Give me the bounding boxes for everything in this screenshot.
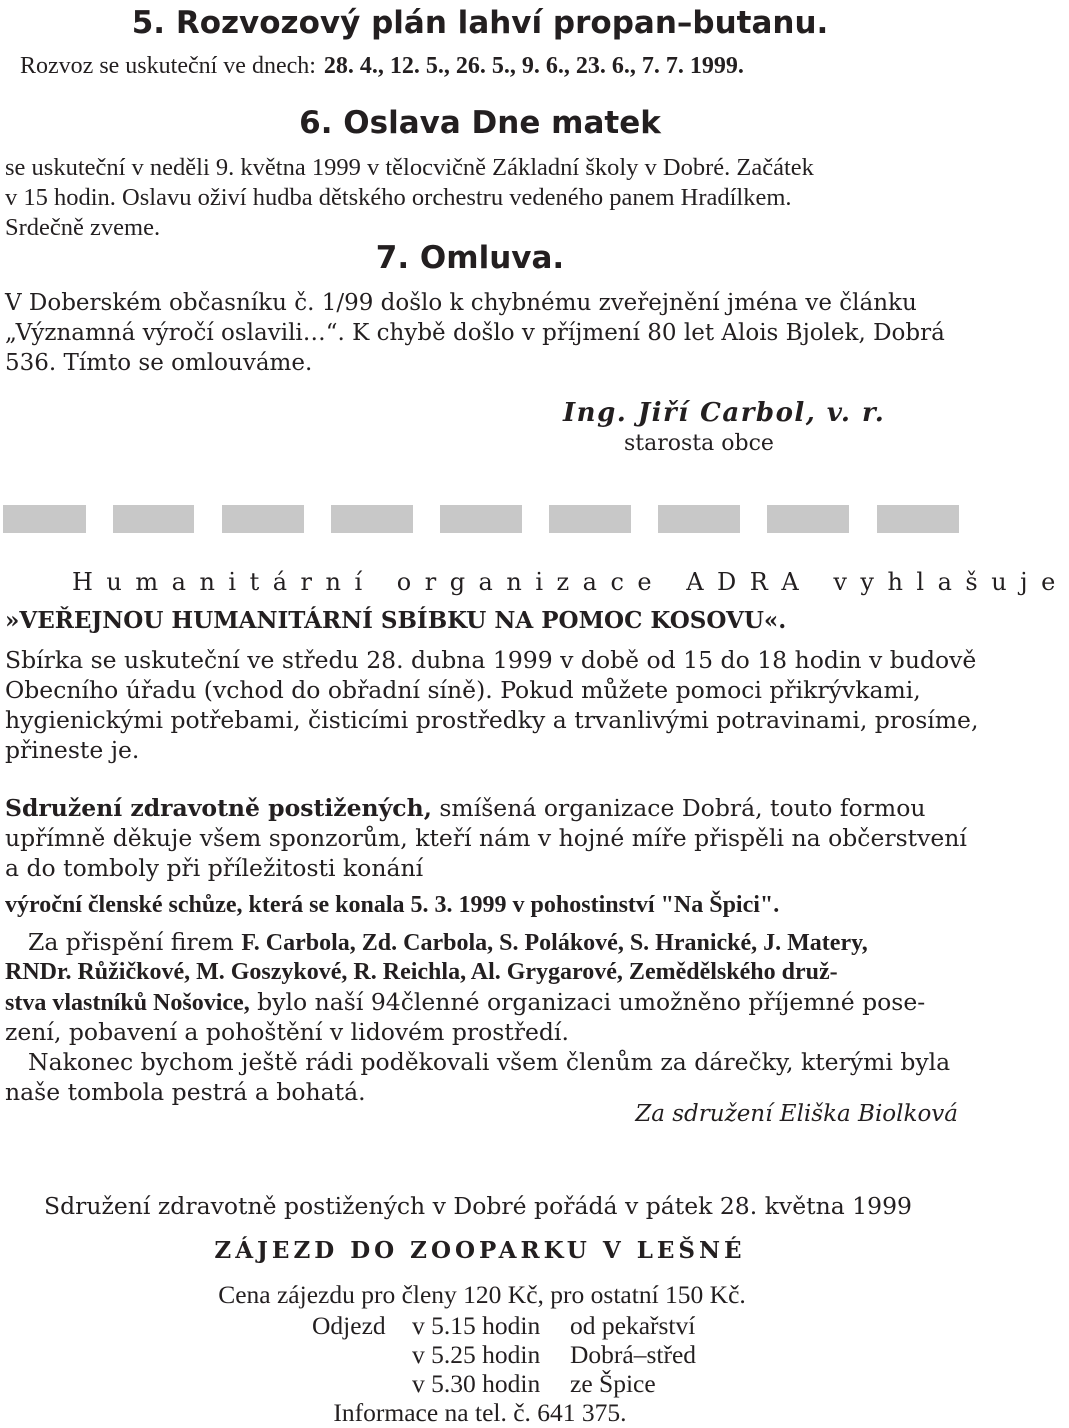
szp-sponsors-3: stva vlastníků Nošovice, <box>5 990 250 1016</box>
delivery-intro: Rozvoz se uskuteční ve dnech: <box>20 53 316 79</box>
section6-line: v 15 hodin. Oslavu oživí hudba dětského orchestru vedeného panem Hradílkem. <box>5 184 792 211</box>
szp-thanks-4: zení, pobavení a pohoštění v lidovém prostředí. <box>5 1018 569 1046</box>
trip-info: Informace na tel. č. 641 375. <box>333 1398 627 1427</box>
delivery-dates <box>20 50 744 82</box>
divider-segment <box>877 505 959 533</box>
divider-segment <box>3 505 86 533</box>
adra-line: Sbírka se uskuteční ve středu 28. dubna 1999 v době od 15 do 18 hodin v budově <box>5 646 977 674</box>
trip-intro: Sdružení zdravotně postižených v Dobré pořádá v pátek 28. května 1999 <box>44 1192 912 1220</box>
szp-meeting: výroční členské schůze, která se konala 5. 3. 1999 v pohostinství "Na Špici". <box>5 892 780 918</box>
section7-line: V Doberském občasníku č. 1/99 došlo k chybnému zveřejnění jména ve článku <box>5 290 917 316</box>
szp-org-name: Sdružení zdravotně postižených, <box>5 794 432 822</box>
signature-role: starosta obce <box>624 431 774 456</box>
section5-title: 5. Rozvozový plán lahví propan–butanu. <box>131 5 829 41</box>
divider-segment <box>222 505 304 533</box>
signature-name: Ing. Jiří Carbol, v. r. <box>563 398 886 428</box>
szp-thanks-prefix: Za přispění firem <box>28 928 234 956</box>
section7-line: 536. Tímto se omlouváme. <box>5 350 313 376</box>
divider-segment <box>658 505 740 533</box>
departure-place: od pekařství <box>570 1311 696 1340</box>
delivery-dates-value: 28. 4., 12. 5., 26. 5., 9. 6., 23. 6., 7. 7. 1999. <box>323 53 744 79</box>
adra-line: hygienickými potřebami, čisticími prostředky a trvanlivými potravinami, prosíme, <box>5 706 979 734</box>
szp-line-1-rest: smíšená organizace Dobrá, touto formou <box>439 794 926 822</box>
szp-final-1: Nakonec bychom ještě rádi poděkovali všem členům za dárečky, kterými byla <box>28 1048 951 1076</box>
divider-segment <box>440 505 522 533</box>
trip-price: Cena zájezdu pro členy 120 Kč, pro ostatní 150 Kč. <box>218 1280 746 1309</box>
divider-segment <box>331 505 413 533</box>
divider-segment <box>767 505 849 533</box>
departure-place: Dobrá–střed <box>570 1340 697 1369</box>
adra-headline: »VEŘEJNOU HUMANITÁRNÍ SBÍBKU NA POMOC KOSOVU«. <box>5 607 787 634</box>
divider-bars <box>0 505 960 533</box>
trip-title: ZÁJEZD DO ZOOPARKU V LEŠNÉ <box>214 1237 746 1264</box>
szp-thanks-3-rest: bylo naší 94členné organizaci umožněno příjemné pose- <box>257 988 926 1016</box>
szp-final-2: naše tombola pestrá a bohatá. <box>5 1078 366 1106</box>
section6-text <box>5 153 955 243</box>
adra-line: přineste je. <box>5 736 140 764</box>
szp-sponsors-1: F. Carbola, Zd. Carbola, S. Polákové, S. Hranické, J. Matery, <box>241 930 868 956</box>
szp-line-2: upřímně děkuje všem sponzorům, kteří nám v hojné míře přispěli na občerstvení <box>5 824 967 852</box>
adra-heading: Humanitární organizace ADRA vyhlašuje <box>72 568 1069 596</box>
departure-place: ze Špice <box>570 1369 656 1398</box>
section7-text <box>5 288 955 378</box>
section6-title: 6. Oslava Dne matek <box>299 105 661 141</box>
szp-thanks-1 <box>28 927 983 958</box>
departure-time: v 5.15 hodin <box>412 1311 541 1340</box>
szp-line-1 <box>5 793 960 823</box>
section6-line: Srdečně zveme. <box>5 214 161 241</box>
section7-line: „Významná výročí oslavili…“. K chybě došlo v příjmení 80 let Alois Bjolek, Dobrá <box>5 320 945 346</box>
departure-time: v 5.25 hodin <box>412 1340 541 1369</box>
departure-label: Odjezd <box>312 1311 386 1340</box>
szp-signature: Za sdružení Eliška Biolková <box>635 1101 958 1127</box>
szp-thanks-3 <box>5 987 960 1018</box>
szp-line-3: a do tomboly při příležitosti konání <box>5 854 424 882</box>
departure-time: v 5.30 hodin <box>412 1369 541 1398</box>
section6-line: se uskuteční v neděli 9. května 1999 v tělocvičně Základní školy v Dobré. Začátek <box>5 154 814 181</box>
adra-line: Obecního úřadu (vchod do obřadní síně). Pokud můžete pomoci přikrývkami, <box>5 676 921 704</box>
szp-sponsors-2: RNDr. Růžičkové, M. Goszykové, R. Reichla, Al. Grygarové, Zemědělského druž- <box>5 959 838 985</box>
section7-title: 7. Omluva. <box>375 240 565 276</box>
divider-segment <box>113 505 194 533</box>
divider-segment <box>549 505 631 533</box>
